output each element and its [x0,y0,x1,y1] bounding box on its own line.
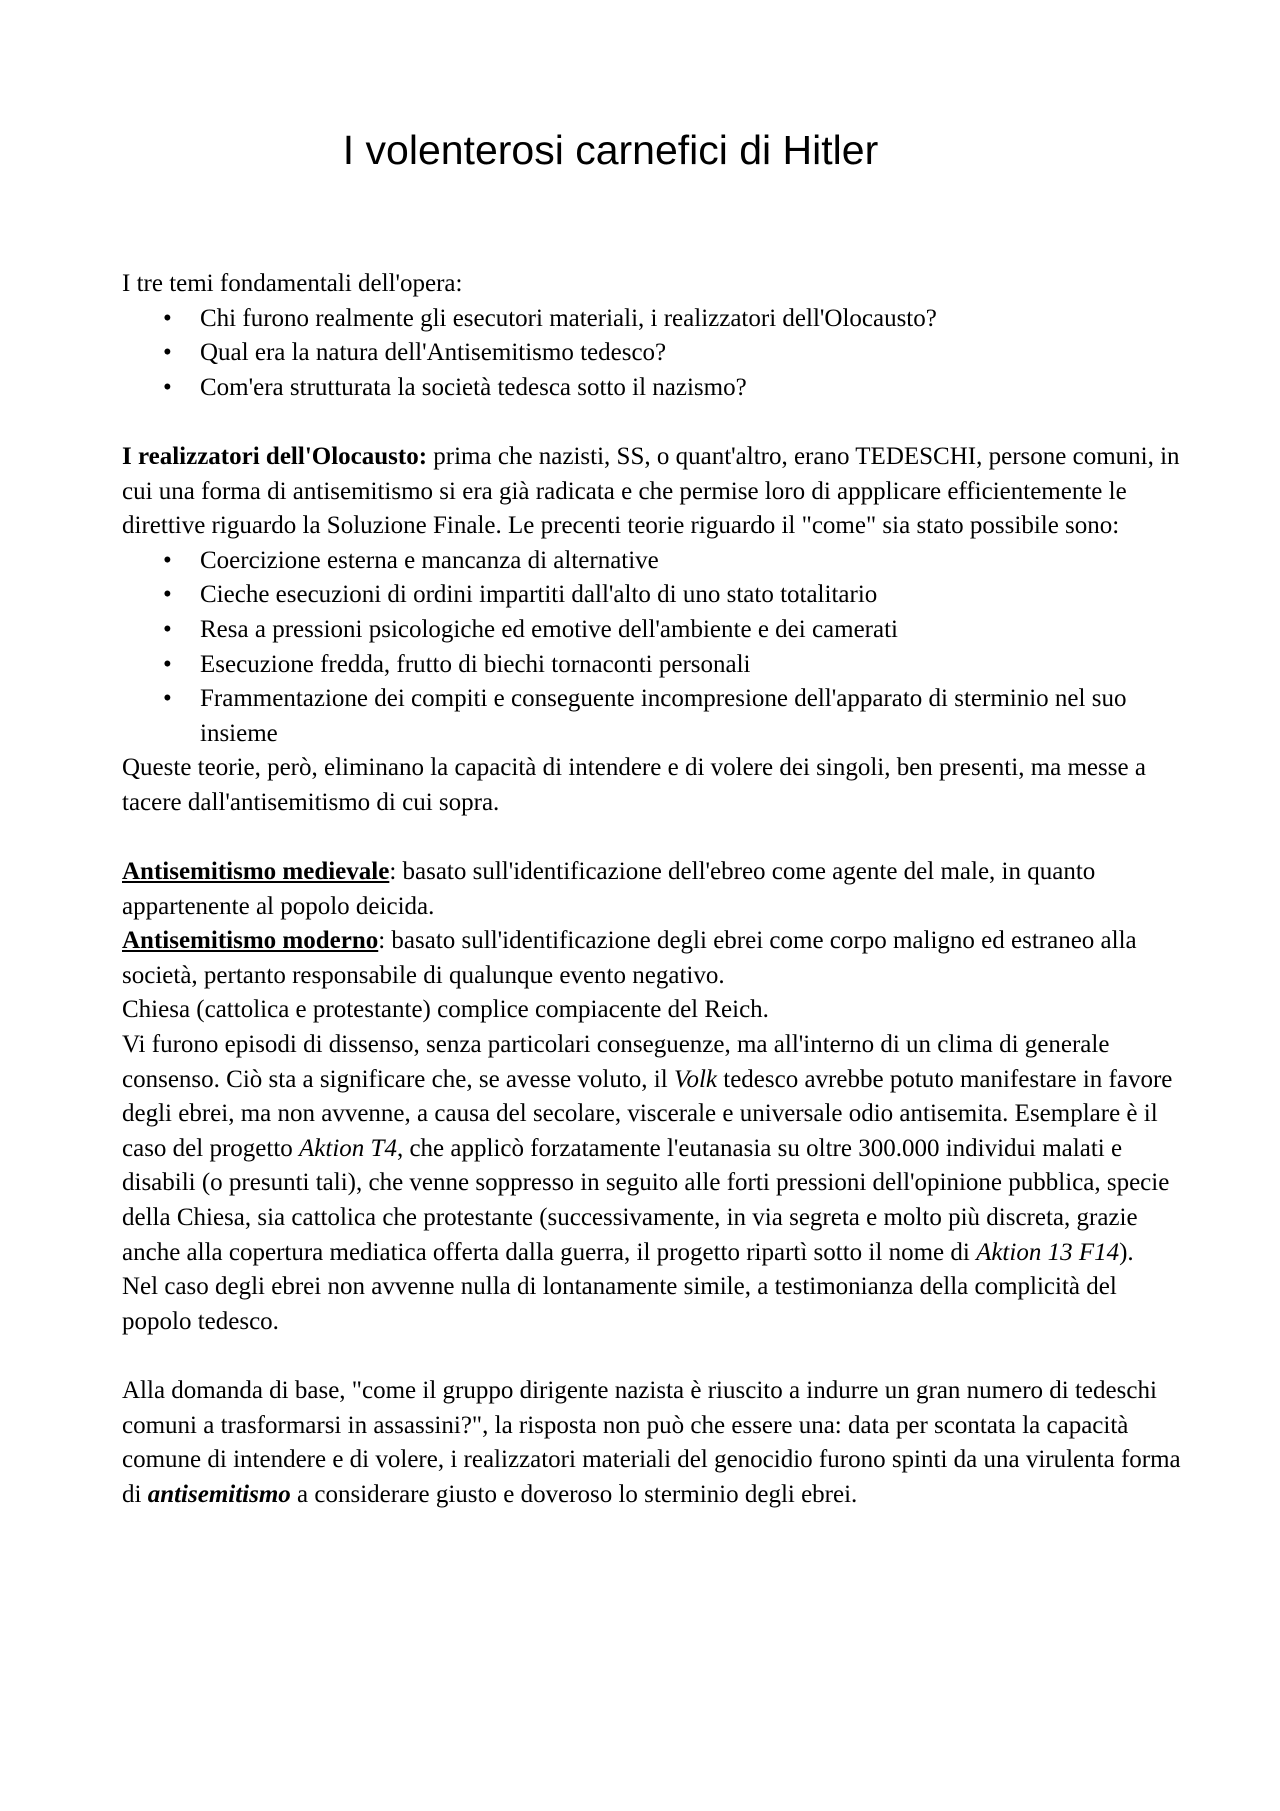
list-item: • Frammentazione dei compiti e conseguente incompresione dell'apparato di sterminio nel suo insieme [200,682,1182,751]
dissent-paragraph [122,1028,1182,1270]
theories-list [122,544,1182,752]
church-paragraph: Chiesa (cattolica e protestante) complice compiacente del Reich. [122,996,769,1024]
dissent-text-4: ). [1119,1238,1134,1266]
medieval-heading: Antisemitismo medievale [122,858,390,886]
dissent-text-3: , che applicò forzatamente l'eutanasia su oltre 300.000 individui malati e disabili (o presunti tali), che venne soppresso in seguito alle forti pressioni dell'opinione pubblica, specie della Chiesa, sia cattolica che protestante (successivamente, in via segreta e molto più discreta, grazie anche alla copertura mediatica offerta dalla guerra, il progetto ripartì sotto il nome di [122,1134,1170,1266]
list-item: • Esecuzione fredda, frutto di biechi tornaconti personali [200,648,1182,683]
medieval-paragraph [122,855,1182,924]
modern-heading: Antisemitismo moderno [122,927,379,955]
document-body [122,267,1182,1512]
paragraph-spacer [122,821,1182,856]
realizzatori-paragraph [122,440,1182,544]
aktion-t4-term: Aktion T4 [299,1134,397,1162]
list-item: • Chi furono realmente gli esecutori materiali, i realizzatori dell'Olocausto? [200,302,1182,337]
conclusion-text-2: a considerare giusto e doveroso lo sterminio degli ebrei. [290,1480,858,1508]
list-item: • Coercizione esterna e mancanza di alternative [200,544,1182,579]
list-item: • Cieche esecuzioni di ordini impartiti dall'alto di uno stato totalitario [200,578,1182,613]
antisemitismo-emphasis: antisemitismo [147,1480,291,1508]
paragraph-spacer [122,405,1182,440]
theories-conclusion: Queste teorie, però, eliminano la capacità di intendere e di volere dei singoli, ben presenti, ma messe a tacere dall'antisemitismo di cui sopra. [122,754,1146,816]
paragraph-spacer [122,1339,1182,1374]
aktion-13f14-term: Aktion 13 F14 [976,1238,1120,1266]
modern-paragraph [122,924,1182,993]
realizzatori-text: prima che nazisti, SS, o quant'altro, erano TEDESCHI, persone comuni, in cui una forma di antisemitismo si era già radicata e che permise loro di appplicare efficientemente le direttive riguardo la Soluzione Finale. Le precenti teorie riguardo il "come" sia stato possibile sono: [122,442,1180,540]
document-title: I volenterosi carnefici di Hitler [342,127,879,173]
dissent-text-2: tedesco avrebbe potuto manifestare in favore degli ebrei, ma non avvenne, a causa del secolare, viscerale e universale odio antisemita. Esemplare è il caso del progetto [122,1065,1173,1162]
medieval-text: : basato sull'identificazione dell'ebreo come agente del male, in quanto appartenente al popolo deicida. [122,858,1096,920]
list-item: • Resa a pressioni psicologiche ed emotive dell'ambiente e dei camerati [200,613,1182,648]
modern-text: : basato sull'identificazione degli ebrei come corpo maligno ed estraneo alla società, pertanto responsabile di qualunque evento negativo. [122,927,1137,989]
dissent-text-1: Vi furono episodi di dissenso, senza particolari conseguenze, ma all'interno di un clima di generale consenso. Ciò sta a significare che, se avesse voluto, il [122,1031,1110,1093]
conclusion-paragraph [122,1374,1182,1512]
jews-paragraph: Nel caso degli ebrei non avvenne nulla di lontanamente simile, a testimonianza della complicità del popolo tedesco. [122,1273,1117,1335]
realizzatori-heading: I realizzatori dell'Olocausto: [122,442,428,470]
intro-paragraph: I tre temi fondamentali dell'opera: [122,270,463,297]
themes-list [122,302,1182,406]
volk-term: Volk [673,1065,717,1093]
list-item: • Qual era la natura dell'Antisemitismo tedesco? [200,336,1182,371]
list-item: • Com'era strutturata la società tedesca sotto il nazismo? [200,371,1182,406]
conclusion-text-1: Alla domanda di base, "come il gruppo dirigente nazista è riuscito a indurre un gran numero di tedeschi comuni a trasformarsi in assassini?", la risposta non può che essere una: data per scontata la capacità comune di intendere e di volere, i realizzatori materiali del genocidio furono spinti da una virulenta forma di [122,1377,1181,1508]
